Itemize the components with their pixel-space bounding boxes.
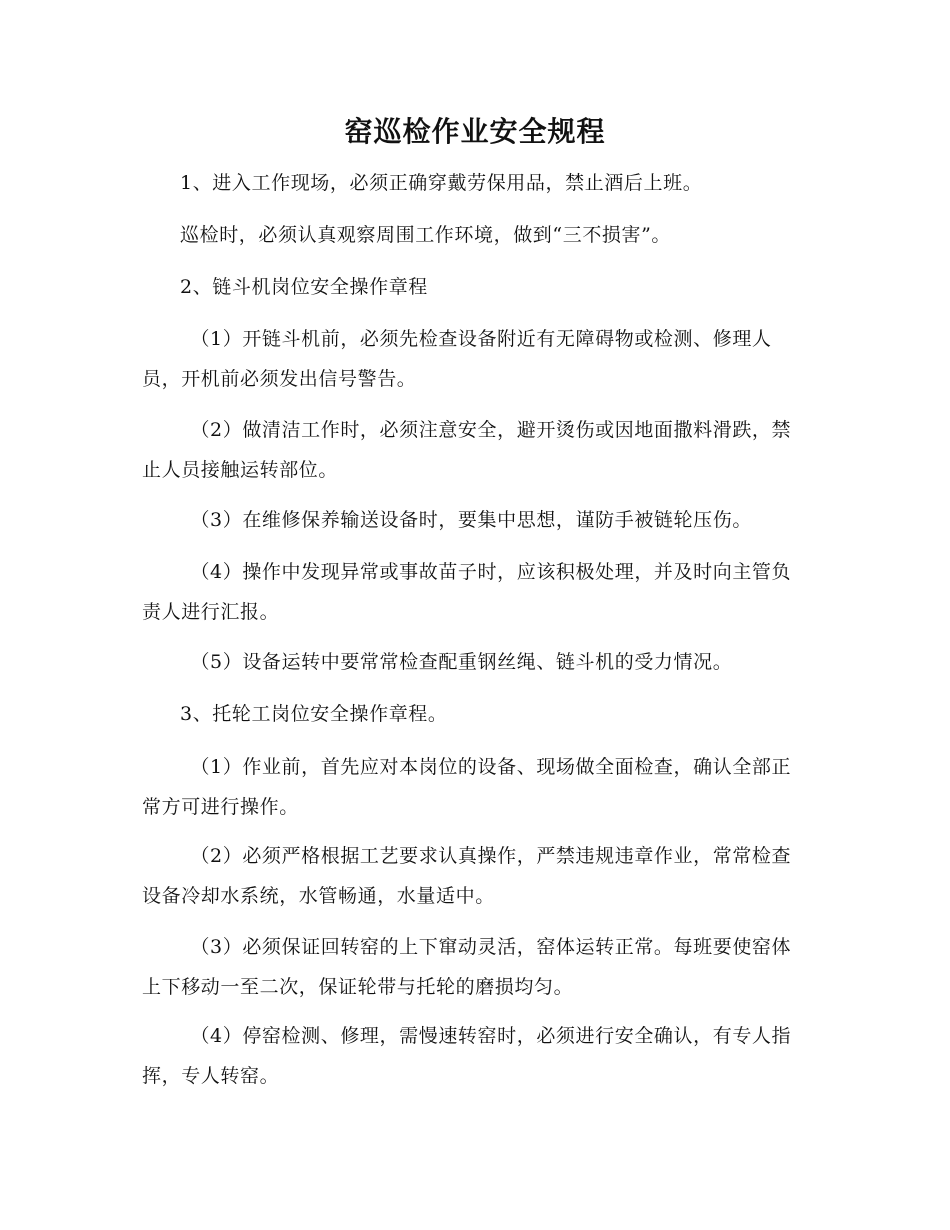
paragraph-rule-3-heading: 3、托轮工岗位安全操作章程。 xyxy=(180,703,448,725)
paragraph-rule-2-heading: 2、链斗机岗位安全操作章程 xyxy=(180,276,428,298)
paragraph-inspection-note: 巡检时，必须认真观察周围工作环境，做到“三不损害”。 xyxy=(180,224,672,246)
paragraph-rule-2-item-3: （3）在维修保养输送设备时，要集中思想，谨防手被链轮压伤。 xyxy=(190,509,752,531)
paragraph-rule-3-item-4: （4）停窑检测、修理，需慢速转窑时，必须进行安全确认，有专人指挥，专人转窑。 xyxy=(142,1025,792,1087)
paragraph-rule-3-item-2: （2）必须严格根据工艺要求认真操作，严禁违规违章作业，常常检查设备冷却水系统，水管畅通，水量适中。 xyxy=(142,845,792,907)
paragraph-rule-2-item-4: （4）操作中发现异常或事故苗子时，应该积极处理，并及时向主管负责人进行汇报。 xyxy=(142,561,792,623)
paragraph-rule-3-item-3: （3）必须保证回转窑的上下窜动灵活，窑体运转正常。每班要使窑体上下移动一至二次，保证轮带与托轮的磨损均匀。 xyxy=(142,936,792,998)
paragraph-rule-2-item-1: （1）开链斗机前，必须先检查设备附近有无障碍物或检测、修理人员，开机前必须发出信号警告。 xyxy=(142,328,772,390)
paragraph-rule-2-item-5: （5）设备运转中要常常检查配重钢丝绳、链斗机的受力情况。 xyxy=(190,651,733,673)
paragraph-rule-3-item-1: （1）作业前，首先应对本岗位的设备、现场做全面检查，确认全部正常方可进行操作。 xyxy=(142,756,792,818)
paragraph-rule-1: 1、进入工作现场，必须正确穿戴劳保用品，禁止酒后上班。 xyxy=(180,172,703,194)
paragraph-rule-2-item-2: （2）做清洁工作时，必须注意安全，避开烫伤或因地面撒料滑跌，禁止人员接触运转部位。 xyxy=(142,419,792,481)
document-title: 窑巡检作业安全规程 xyxy=(344,115,606,148)
